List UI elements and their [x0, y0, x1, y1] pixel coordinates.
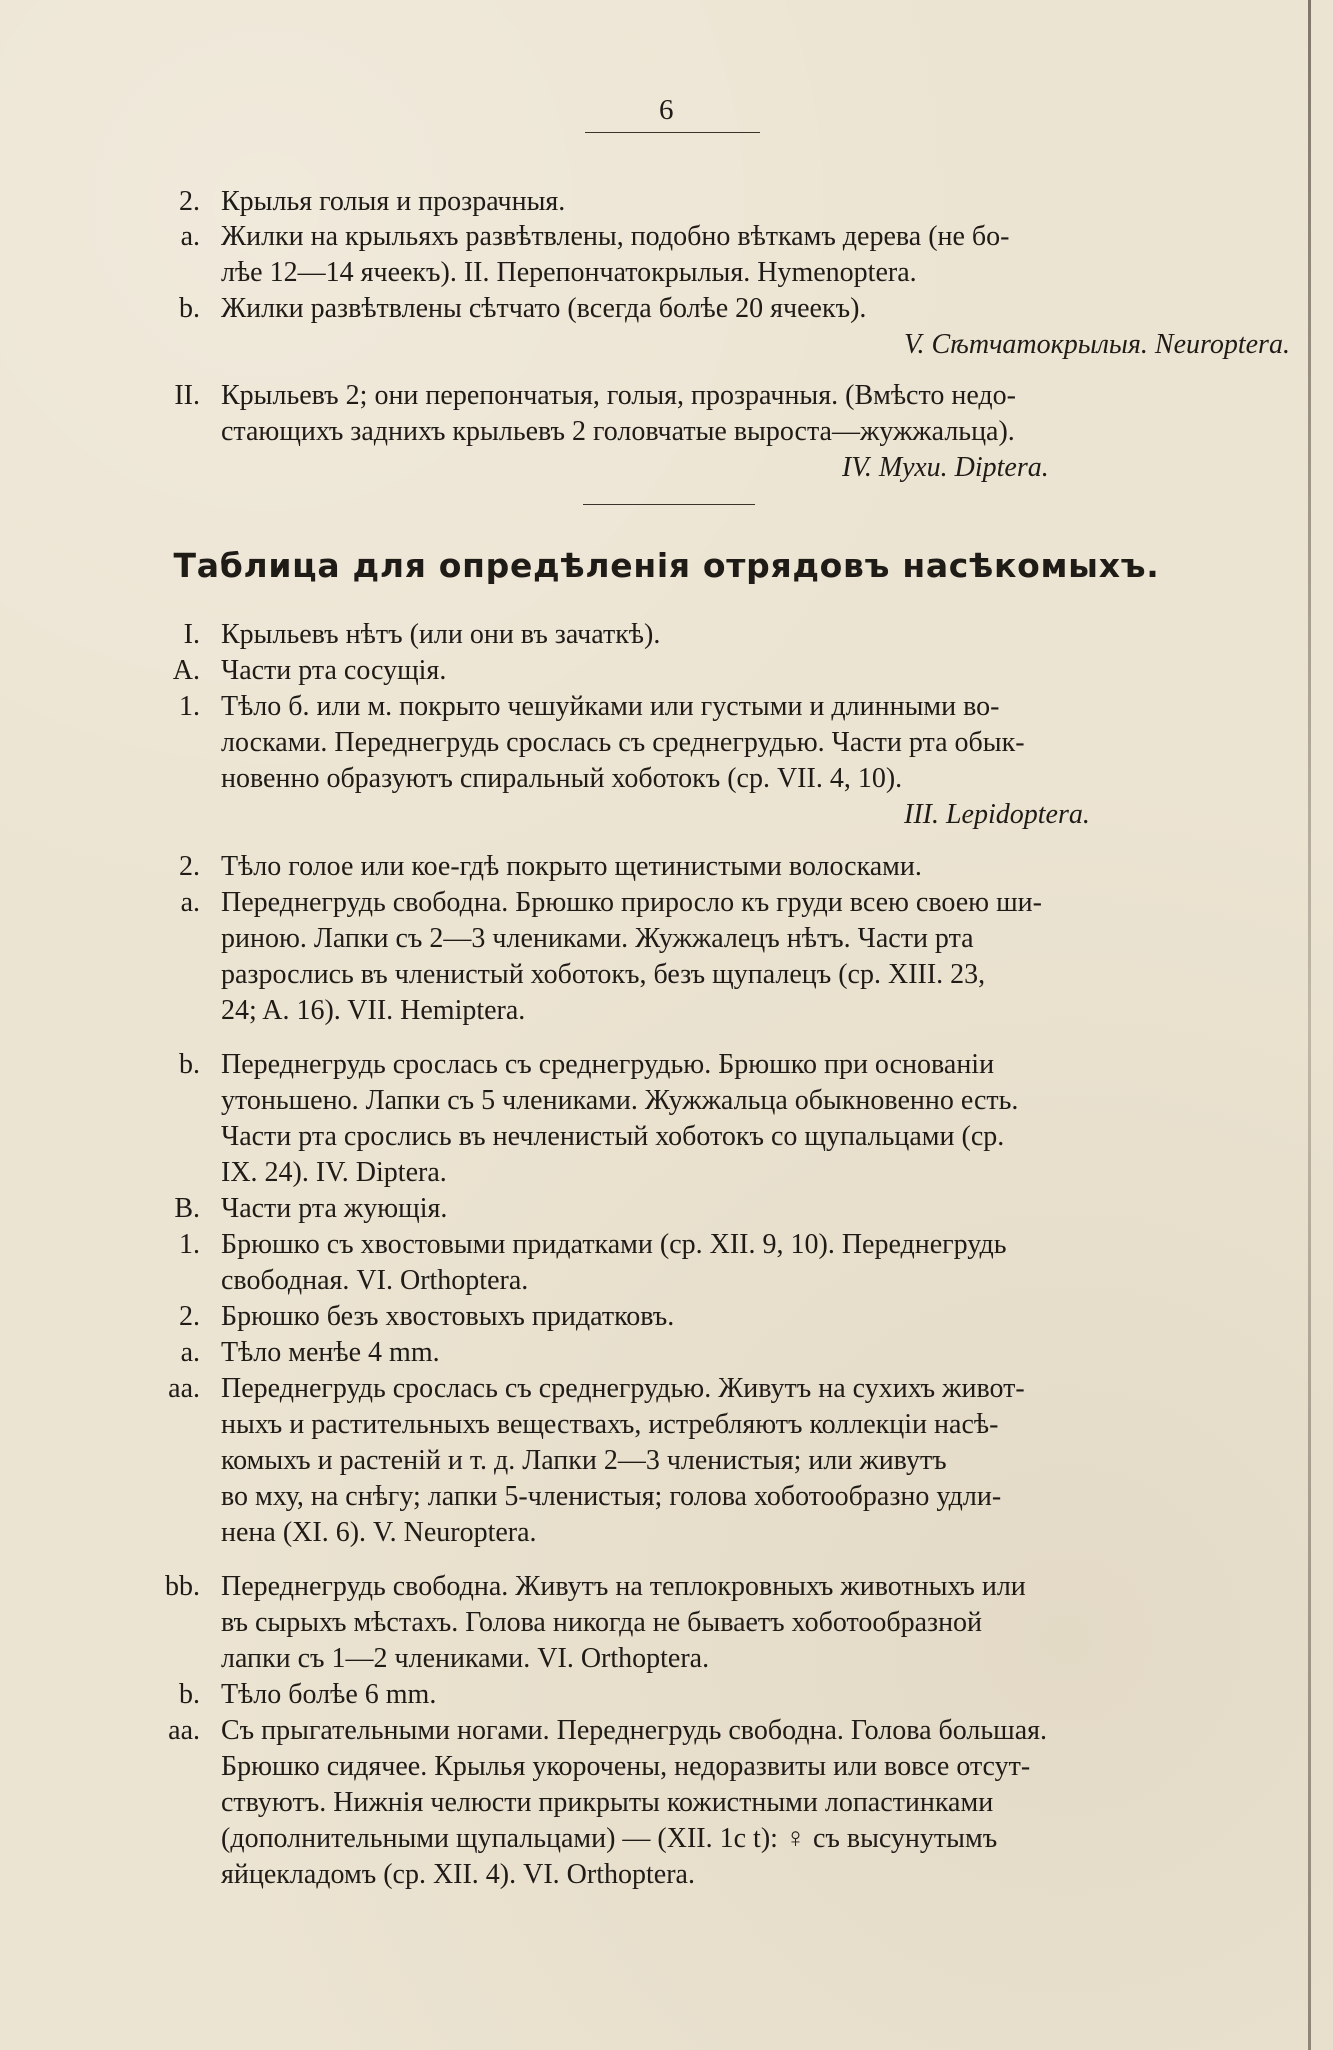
entry-marker: aa.	[168, 1373, 200, 1404]
entry-marker: 2.	[179, 1301, 200, 1332]
entry-text: свободная. VI. Orthoptera.	[221, 1265, 529, 1296]
entry-text: Жилки развѣтвлены сѣтчато (всегда болѣе 20 ячеекъ).	[221, 293, 867, 324]
entry-classification: V. Сѣтчатокрылыя. Neuroptera.	[904, 329, 1290, 360]
entry-marker: 2.	[179, 186, 200, 217]
entry-marker: bb.	[165, 1571, 200, 1602]
entry-marker: A.	[172, 655, 200, 686]
entry-text: Переднегрудь свободна. Брюшко приросло къ груди всею своею ши-	[221, 887, 1042, 918]
entry-text: ствуютъ. Нижнія челюсти прикрыты кожистными лопастинками	[221, 1787, 994, 1818]
entry-marker: 1.	[179, 691, 200, 722]
entry-text: Жилки на крыльяхъ развѣтвлены, подобно вѣткамъ дерева (не бо-	[221, 221, 1010, 252]
entry-text: Крыльевъ нѣтъ (или они въ зачаткѣ).	[221, 619, 661, 650]
page-edge-shadow	[1308, 0, 1311, 2050]
entry-text: Переднегрудь срослась съ среднегрудью. Брюшко при основаніи	[221, 1049, 995, 1080]
entry-text: во мху, на снѣгу; лапки 5-членистыя; голова хоботообразно удли-	[221, 1481, 1002, 1512]
entry-text: Тѣло голое или кое-гдѣ покрыто щетинистыми волосками.	[221, 851, 922, 882]
entry-marker: b.	[179, 293, 200, 324]
entry-text: Съ прыгательными ногами. Переднегрудь свободна. Голова большая.	[221, 1715, 1048, 1746]
entry-text: Крылья голыя и прозрачныя.	[221, 186, 566, 217]
entry-text: ныхъ и растительныхъ веществахъ, истребляютъ коллекціи насѣ-	[221, 1409, 999, 1440]
section-separator	[583, 504, 755, 505]
entry-text: нена (XI. 6). V. Neuroptera.	[221, 1517, 537, 1548]
entry-text: лосками. Переднегрудь срослась съ среднегрудью. Части рта обык-	[221, 727, 1025, 758]
entry-marker: a.	[180, 887, 200, 918]
entry-text: Переднегрудь срослась съ среднегрудью. Живутъ на сухихъ живот-	[221, 1373, 1025, 1404]
entry-text: стающихъ заднихъ крыльевъ 2 головчатые выроста—жужжальца).	[221, 416, 1015, 447]
entry-marker: B.	[174, 1193, 200, 1224]
entry-text: лапки съ 1—2 члениками. VI. Orthoptera.	[221, 1643, 710, 1674]
entry-marker: a.	[180, 221, 200, 252]
entry-marker: b.	[179, 1049, 200, 1080]
entry-classification: III. Lepidoptera.	[904, 799, 1090, 830]
entry-text: въ сырыхъ мѣстахъ. Голова никогда не бываетъ хоботообразной	[221, 1607, 983, 1638]
entry-marker: aa.	[168, 1715, 200, 1746]
entry-marker: II.	[174, 380, 200, 411]
entry-text: разрослись въ членистый хоботокъ, безъ щупалецъ (ср. XIII. 23,	[221, 959, 986, 990]
entry-text: Брюшко сидячее. Крылья укорочены, недоразвиты или вовсе отсут-	[221, 1751, 1031, 1782]
entry-text: Тѣло болѣе 6 mm.	[221, 1679, 437, 1710]
entry-marker: b.	[179, 1679, 200, 1710]
entry-text: риною. Лапки съ 2—3 члениками. Жужжалецъ нѣтъ. Части рта	[221, 923, 974, 954]
entry-text: Части рта срослись въ нечленистый хоботокъ со щупальцами (ср.	[221, 1121, 1005, 1152]
entry-marker: I.	[183, 619, 200, 650]
entry-marker: a.	[180, 1337, 200, 1368]
entry-text: Части рта сосущія.	[221, 655, 447, 686]
entry-text: Части рта жующія.	[221, 1193, 448, 1224]
entry-text: яйцекладомъ (ср. XII. 4). VI. Orthoptera.	[221, 1859, 695, 1890]
entry-text: утоньшено. Лапки съ 5 члениками. Жужжальца обыкновенно есть.	[221, 1085, 1019, 1116]
entry-text: Тѣло менѣе 4 mm.	[221, 1337, 440, 1368]
entry-text: Крыльевъ 2; они перепончатыя, голыя, прозрачныя. (Вмѣсто недо-	[221, 380, 1016, 411]
section-title: Таблица для опредѣленія отрядовъ насѣкомыхъ.	[173, 546, 1160, 585]
page-number: 6	[659, 94, 674, 126]
entry-text: IX. 24). IV. Diptera.	[221, 1157, 447, 1188]
entry-text: комыхъ и растеній и т. д. Лапки 2—3 членистыя; или живутъ	[221, 1445, 947, 1476]
entry-text: (дополнительными щупальцами) — (XII. 1c t): ♀ съ высунутымъ	[221, 1823, 998, 1854]
entry-text: Брюшко безъ хвостовыхъ придатковъ.	[221, 1301, 675, 1332]
entry-text: 24; A. 16). VII. Hemiptera.	[221, 995, 526, 1026]
entry-text: лѣе 12—14 ячеекъ). II. Перепончатокрылыя. Hymenoptera.	[221, 257, 917, 288]
entry-marker: 2.	[179, 851, 200, 882]
entry-text: Переднегрудь свободна. Живутъ на теплокровныхъ животныхъ или	[221, 1571, 1026, 1602]
entry-text: новенно образуютъ спиральный хоботокъ (ср. VII. 4, 10).	[221, 763, 903, 794]
entry-marker: 1.	[179, 1229, 200, 1260]
entry-classification: IV. Мухи. Diptera.	[842, 452, 1049, 483]
entry-text: Тѣло б. или м. покрыто чешуйками или густыми и длинными во-	[221, 691, 1000, 722]
top-separator	[585, 132, 760, 133]
entry-text: Брюшко съ хвостовыми придатками (ср. XII. 9, 10). Переднегрудь	[221, 1229, 1007, 1260]
